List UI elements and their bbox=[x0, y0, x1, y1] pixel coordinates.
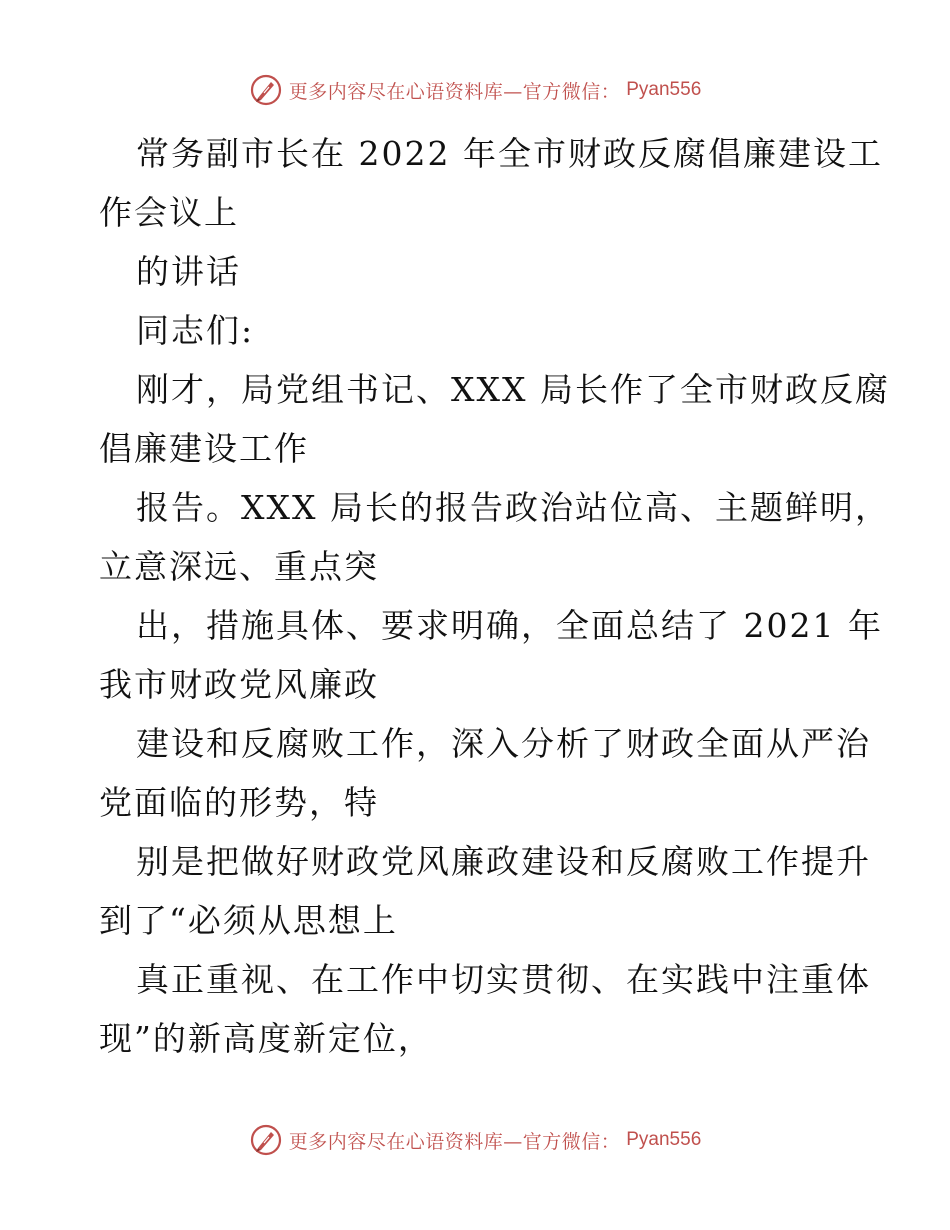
body-line: 党面临的形势，特 bbox=[99, 783, 379, 822]
body-line: 我市财政党风廉政 bbox=[99, 665, 379, 704]
body-line: 倡廉建设工作 bbox=[99, 429, 309, 468]
body-line: 现”的新高度新定位， bbox=[99, 1019, 433, 1058]
quill-pen-logo-icon bbox=[249, 1123, 283, 1157]
body-line: 报告。XXX 局长的报告政治站位高、主题鲜明， bbox=[136, 488, 890, 527]
title-line-2: 作会议上 bbox=[99, 193, 239, 232]
header-watermark-banner bbox=[0, 72, 950, 108]
body-line: 别是把做好财政党风廉政建设和反腐败工作提升 bbox=[136, 842, 871, 881]
body-line: 建设和反腐败工作，深入分析了财政全面从严治 bbox=[136, 724, 871, 763]
title-line-1: 常务副市长在 2022 年全市财政反腐倡廉建设工 bbox=[136, 134, 883, 173]
footer-watermark-text: 更多内容尽在心语资料库—官方微信： bbox=[288, 1130, 621, 1153]
salutation: 同志们: bbox=[136, 311, 255, 350]
body-line: 出，措施具体、要求明确，全面总结了 2021 年 bbox=[136, 606, 883, 645]
footer-watermark-banner bbox=[0, 1122, 950, 1158]
footer-wechat-handle: Pyan556 bbox=[626, 1129, 702, 1150]
body-line: 到了“必须从思想上 bbox=[99, 901, 398, 940]
quill-pen-logo-icon bbox=[249, 73, 283, 107]
header-watermark-text: 更多内容尽在心语资料库—官方微信： bbox=[288, 80, 621, 103]
body-line: 立意深远、重点突 bbox=[99, 547, 379, 586]
document-body bbox=[99, 124, 890, 1068]
title-line-3: 的讲话 bbox=[136, 252, 241, 291]
body-line: 刚才，局党组书记、XXX 局长作了全市财政反腐 bbox=[136, 370, 890, 409]
header-wechat-handle: Pyan556 bbox=[626, 79, 702, 100]
body-line: 真正重视、在工作中切实贯彻、在实践中注重体 bbox=[136, 960, 871, 999]
